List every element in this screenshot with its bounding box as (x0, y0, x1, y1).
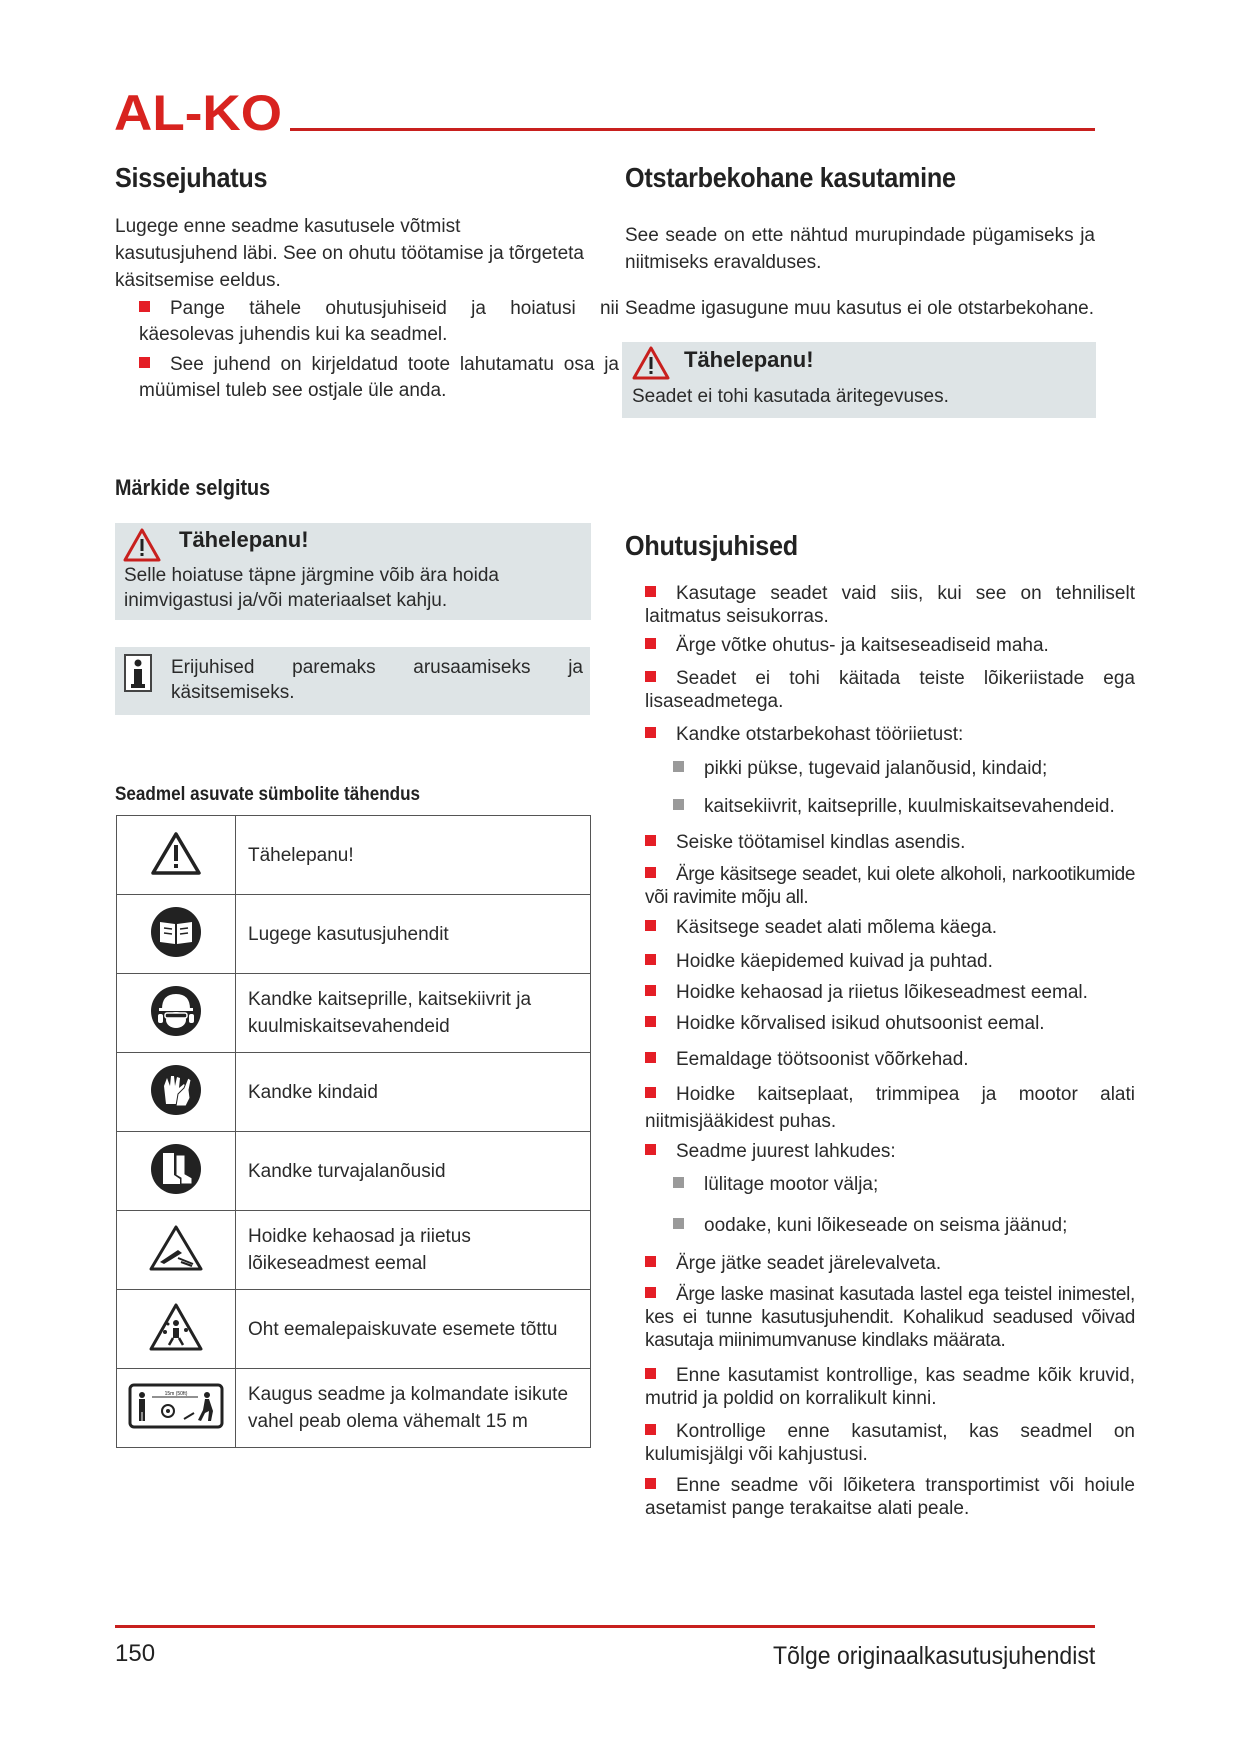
info-icon (124, 654, 152, 692)
page-number: 150 (115, 1640, 156, 1667)
intended-use-para2: Seadme igasugune muu kasutus ei ole otstarbekohane. (625, 298, 1094, 319)
bullet-square-icon (645, 1287, 656, 1298)
list-item: Enne seadme või lõiketera transportimist või hoiule asetamist pange terakaitse alati peale. (645, 1475, 1135, 1519)
list-item: Seadme juurest lahkudes: (645, 1140, 1135, 1163)
list-item: Eemaldage töötsoonist võõrkehad. (645, 1048, 1135, 1071)
table-row (117, 1211, 591, 1290)
list-subitem: kaitsekiivrit, kaitseprille, kuulmiskaitsevahendeid. (673, 795, 1133, 818)
list-item: Ärge käsitsege seadet, kui olete alkoholi, narkootikumide või ravimite mõju all. (645, 864, 1135, 908)
symbols-table (116, 815, 591, 1448)
list-item: Käsitsege seadet alati mõlema käega. (645, 916, 1135, 939)
list-item: Hoidke käepidemed kuivad ja puhtad. (645, 950, 1135, 973)
intended-use-note (622, 342, 1096, 418)
intro-item: See juhend on kirjeldatud toote lahutamatu osa ja müümisel tuleb see ostjale üle anda. (139, 354, 619, 401)
boots-icon (150, 1143, 202, 1195)
gloves-icon (150, 1064, 202, 1116)
list-item: Ärge võtke ohutus- ja kaitseseadiseid maha. (645, 634, 1135, 657)
header-rule (290, 128, 1095, 131)
list-item: Kontrollige enne kasutamist, kas seadmel on kulumisjälgi või kahjustusi. (645, 1421, 1135, 1465)
table-row (117, 1132, 591, 1211)
bullet-square-icon (139, 301, 150, 312)
symbol-label: Kaugus seadme ja kolmandate isikute vahel peab olema vähemalt 15 m (236, 1369, 591, 1448)
info-note (115, 647, 590, 715)
list-item: Ärge laske masinat kasutada lastel ega teistel inimestel, kes ei tunne kasutusjuhendit. Kohalikud seadused võivad kasutaja miinimumvanuse kindlaks määrata. (645, 1284, 1135, 1351)
list-subitem: lülitage mootor välja; (673, 1173, 1133, 1196)
note-title: Tähelepanu! (684, 347, 814, 372)
bullet-square-icon (673, 761, 684, 772)
bullet-square-icon (645, 1052, 656, 1063)
list-item: Seiske töötamisel kindlas asendis. (645, 831, 1135, 854)
footer-rule (115, 1625, 1095, 1628)
list-subitem: pikki pükse, tugevaid jalanõusid, kindaid; (673, 757, 1133, 780)
markings-title: Märkide selgitus (115, 475, 271, 500)
intro-item: Pange tähele ohutusjuhiseid ja hoiatusi nii käesolevas juhendis kui ka seadmel. (139, 298, 619, 345)
distance-15m-icon (128, 1383, 224, 1429)
bullet-square-icon (645, 638, 656, 649)
info-body: Erijuhised paremaks arusaamiseks ja käsitsemiseks. (171, 657, 583, 703)
bullet-square-icon (645, 586, 656, 597)
cutting-hazard-icon (148, 1224, 204, 1272)
bullet-square-icon (645, 671, 656, 682)
bullet-square-icon (139, 357, 150, 368)
projectile-hazard-icon (148, 1302, 204, 1352)
table-row (117, 1290, 591, 1369)
list-item: Kasutage seadet vaid siis, kui see on tehniliselt laitmatus seisukorras. (645, 583, 1135, 627)
bullet-square-icon (645, 1144, 656, 1155)
symbol-label: Tähelepanu! (236, 816, 591, 895)
bullet-square-icon (645, 1424, 656, 1435)
list-item: Ärge jätke seadet järelevalveta. (645, 1252, 1135, 1275)
warning-triangle-icon (632, 346, 670, 380)
table-row (117, 1369, 591, 1448)
symbol-label: Hoidke kehaosad ja riietus lõikeseadmest eemal (236, 1211, 591, 1290)
list-item: Hoidke kõrvalised isikud ohutsoonist eemal. (645, 1012, 1135, 1035)
bullet-square-icon (645, 867, 656, 878)
symbols-title: Seadmel asuvate sümbolite tähendus (115, 784, 421, 805)
warning-triangle-icon (123, 528, 161, 562)
footer-title: Tõlge originaalkasutusjuhendist (772, 1642, 1095, 1670)
symbol-label: Oht eemalepaiskuvate esemete tõttu (236, 1290, 591, 1369)
alko-logo (114, 88, 284, 136)
warning-body: Selle hoiatuse täpne järgmine võib ära hoida inimvigastusi ja/või materiaalset kahju. (124, 565, 499, 611)
list-item: Kandke otstarbekohast tööriietust: (645, 723, 1135, 746)
protective-gear-icon (150, 985, 202, 1037)
table-row (117, 816, 591, 895)
symbol-label: Kandke kindaid (236, 1053, 591, 1132)
list-item: Enne kasutamist kontrollige, kas seadme kõik kruvid, mutrid ja poldid on korralikult kinni. (645, 1365, 1135, 1409)
symbol-label: Kandke turvajalanõusid (236, 1132, 591, 1211)
bullet-square-icon (645, 920, 656, 931)
bullet-square-icon (673, 799, 684, 810)
bullet-square-icon (645, 1087, 656, 1098)
symbol-label: Lugege kasutusjuhendit (236, 895, 591, 974)
intended-use-title: Otstarbekohane kasutamine (625, 162, 956, 193)
table-row (117, 974, 591, 1053)
intro-title: Sissejuhatus (115, 162, 268, 193)
warning-title: Tähelepanu! (179, 527, 309, 552)
warning-triangle-icon (150, 830, 202, 876)
bullet-square-icon (645, 727, 656, 738)
manual-book-icon (150, 906, 202, 958)
distance-text: 15m (50ft) (164, 1390, 188, 1397)
bullet-square-icon (645, 1368, 656, 1379)
intended-use-section (625, 162, 1135, 194)
bullet-square-icon (645, 1478, 656, 1489)
intro-paragraph: Lugege enne seadme kasutusele võtmist kasutusjuhend läbi. See on ohutu töötamise ja tõrgeteta käsitsemise eeldus. (115, 216, 584, 291)
bullet-square-icon (645, 985, 656, 996)
safety-title: Ohutusjuhised (625, 530, 798, 561)
table-row (117, 1053, 591, 1132)
list-item: Hoidke kaitseplaat, trimmipea ja mootor alati niitmisjääkidest puhas. (645, 1084, 1135, 1132)
intended-use-para1: See seade on ette nähtud murupindade pügamiseks ja niitmiseks eravalduses. (625, 225, 1095, 273)
list-item: Seadet ei tohi käitada teiste lõikeriistade ega lisaseadmetega. (645, 668, 1135, 712)
table-row (117, 895, 591, 974)
bullet-square-icon (645, 835, 656, 846)
intro-section (115, 162, 595, 194)
bullet-square-icon (645, 1256, 656, 1267)
logo-text: AL-KO (114, 88, 282, 136)
list-subitem: oodake, kuni lõikeseade on seisma jäänud; (673, 1214, 1133, 1237)
bullet-square-icon (673, 1218, 684, 1229)
warning-note (115, 523, 591, 620)
note-body: Seadet ei tohi kasutada äritegevuses. (632, 386, 949, 407)
symbol-label: Kandke kaitseprille, kaitsekiivrit ja kuulmiskaitsevahendeid (236, 974, 591, 1053)
bullet-square-icon (673, 1177, 684, 1188)
bullet-square-icon (645, 1016, 656, 1027)
bullet-square-icon (645, 954, 656, 965)
list-item: Hoidke kehaosad ja riietus lõikeseadmest eemal. (645, 981, 1135, 1004)
